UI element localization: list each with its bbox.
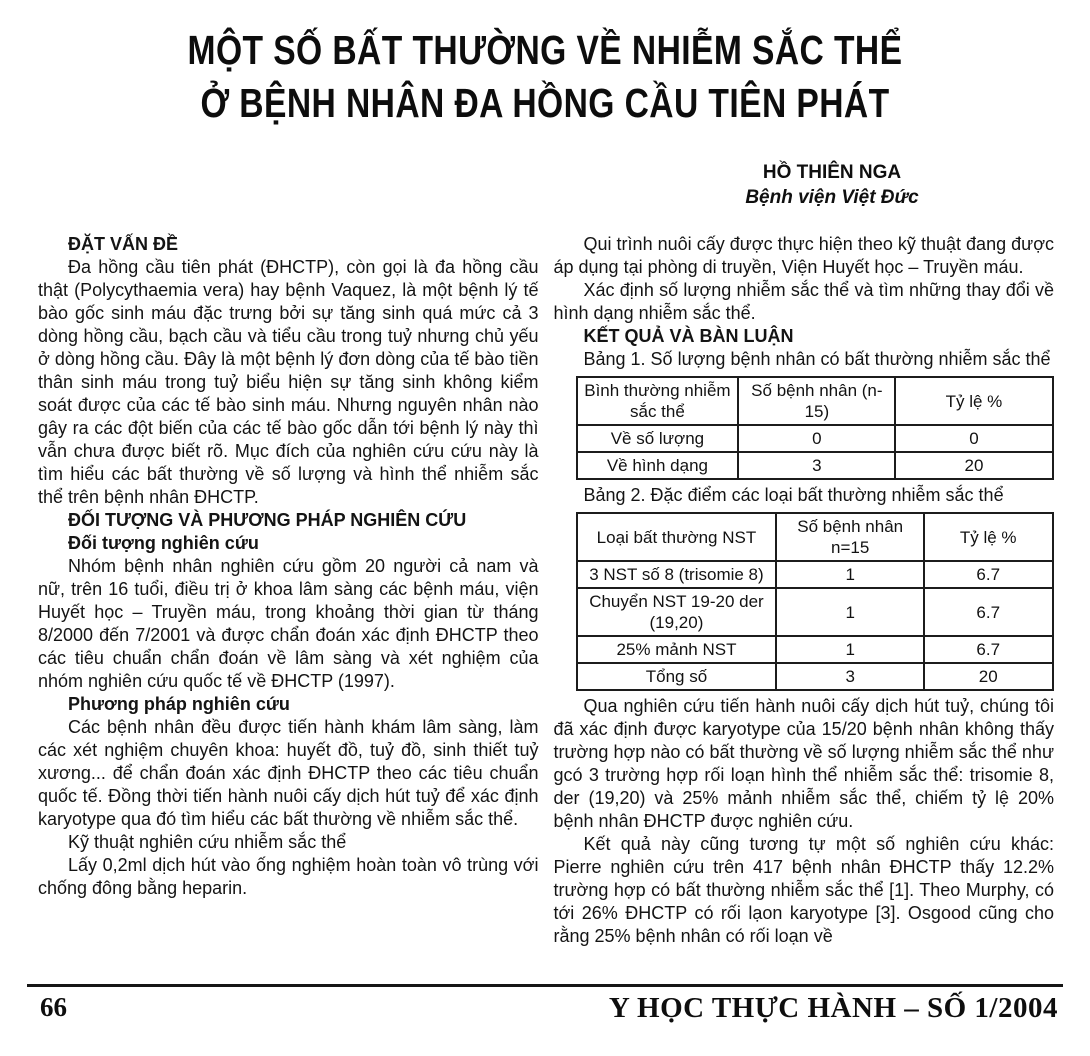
table-2 [576,512,1054,691]
table1-header-cell: Tỷ lệ % [895,377,1052,425]
paragraph-intro: Đa hồng cầu tiên phát (ĐHCTP), còn gọi là đa hồng cầu thật (Polycythaemia vera) hay bệnh Vaquez, là một bệnh lý tế bào gốc sinh máu đặc trưng bởi sự tăng sinh quá mức cả 3 dòng hồng cầu, bạch cầu và tiểu cầu trong tuỷ nhưng chủ yếu ở dòng hồng cầu. Đây là một bệnh lý đơn dòng của tế bào tiền thân sinh máu trong tuỷ biểu hiện sự tăng sinh không kiểm soát được của các tế bào sinh máu. Nhưng nguyên nhân nào gây ra các đột biến của các tế bào gốc dẫn tới bệnh lý này thì vẫn chưa được biết rõ. Mục đích của nghiên cứu cứu này là tìm hiểu các bất thường về số lượng và hình thể nhiễm sắc thể trên bệnh nhân ĐHCTP. [38,257,539,507]
table2-row [577,588,1053,636]
paragraph-subjects: Nhóm bệnh nhân nghiên cứu gồm 20 người cả nam và nữ, trên 16 tuổi, điều trị ở khoa lâm sàng các bệnh máu, viện Huyết học – Truyền máu, trong khoảng thời gian từ tháng 8/2000 đến 7/2001 và được chẩn đoán xác định ĐHCTP theo các tiêu chuẩn chẩn đoán về lâm sàng và xét nghiệm của nhóm nghiên cứu quốc tế về ĐHCTP (1997). [38,556,539,691]
paragraph-determination: Xác định số lượng nhiễm sắc thể và tìm những thay đổi về hình dạng nhiễm sắc thể. [553,280,1054,323]
table1-cell: 3 [738,452,895,479]
table1-cell: Về số lượng [577,425,739,452]
table2-cell: Chuyển NST 19-20 der (19,20) [577,588,777,636]
table1-row [577,452,1053,479]
table2-cell: 20 [924,663,1053,690]
table1-row [577,425,1053,452]
left-column [38,233,539,948]
table2-header-cell: Số bệnh nhân n=15 [776,513,924,561]
table2-cell: 3 NST số 8 (trisomie 8) [577,561,777,588]
table2-cell: 6.7 [924,636,1053,663]
table1-cell: 0 [738,425,895,452]
table2-cell: 1 [776,561,924,588]
author-name: HỒ THIÊN NGA [762,162,902,183]
right-column [554,233,1055,948]
subheading-subjects: Đối tượng nghiên cứu [68,533,259,553]
table1-caption: Bảng 1. Số lượng bệnh nhân có bất thường nhiễm sắc thể [583,349,1051,369]
subheading-method: Phương pháp nghiên cứu [68,694,290,714]
table1-header-cell: Bình thường nhiễm sắc thể [577,377,739,425]
table2-cell: 3 [776,663,924,690]
table2-row [577,561,1053,588]
table2-header-row [577,513,1053,561]
table1-cell: 20 [895,452,1052,479]
article-title [0,0,1090,130]
table2-cell: 25% mảnh NST [577,636,777,663]
table2-row [577,636,1053,663]
footer-rule [27,984,1063,987]
table2-caption: Bảng 2. Đặc điểm các loại bất thường nhiễm sắc thể [583,485,1004,505]
paragraph-results-discussion: Qua nghiên cứu tiến hành nuôi cấy dịch hút tuỷ, chúng tôi đã xác định được karyotype của 15/20 bệnh nhân không thấy trường hợp nào có bất thường về số lượng nhiễm sắc thể như gcó 3 trường hợp rối loạn hình thể nhiễm sắc thể: trisomie 8, der (19,20) và 25% mảnh nhiễm sắc thể, chiếm tỷ lệ 20% bệnh nhân ĐHCTP được nghiên cứu. [553,696,1054,831]
paragraph-technique: Lấy 0,2ml dịch hút vào ống nghiệm hoàn toàn vô trùng với chống đông bằng heparin. [38,855,539,898]
page-footer [40,992,1058,1024]
table-1 [576,376,1054,480]
journal-title: Y HỌC THỰC HÀNH – SỐ 1/2004 [608,992,1058,1024]
table2-cell: 6.7 [924,561,1053,588]
table2-cell: 1 [776,588,924,636]
section-heading-methods: ĐỐI TƯỢNG VÀ PHƯƠNG PHÁP NGHIÊN CỨU [68,510,467,530]
table2-cell: 1 [776,636,924,663]
table2-cell: 6.7 [924,588,1053,636]
section-heading-problem: ĐẶT VẤN ĐỀ [68,234,179,254]
paragraph-comparison: Kết quả này cũng tương tự một số nghiên cứu khác: Pierre nghiên cứu trên 417 bệnh nhân ĐHCTP thấy 12.2% trường hợp có bất thường nhiễm sắc thể [1]. Theo Murphy, có tới 26% ĐHCTP có rối lạon karyotype [3]. Osgood cũng cho rằng 25% bệnh nhân có rối loạn về [553,834,1054,946]
article-title-line2: Ở BỆNH NHÂN ĐA HỒNG CẦU TIÊN PHÁT [200,80,890,126]
table1-header-cell: Số bệnh nhân (n-15) [738,377,895,425]
article-title-line1: MỘT SỐ BẤT THƯỜNG VỀ NHIỄM SẮC THỂ [187,27,903,73]
paragraph-culture-process: Qui trình nuôi cấy được thực hiện theo kỹ thuật đang được áp dụng tại phòng di truyền, Viện Huyết học – Truyền máu. [553,234,1054,277]
table1-header-row [577,377,1053,425]
table2-row [577,663,1053,690]
page-number: 66 [40,992,67,1022]
paragraph-technique-title: Kỹ thuật nghiên cứu nhiễm sắc thể [68,832,347,852]
author-block [692,160,972,210]
table1-cell: Về hình dạng [577,452,739,479]
author-affiliation: Bệnh viện Việt Đức [745,187,919,208]
two-column-body [0,233,1090,948]
table1-cell: 0 [895,425,1052,452]
table2-cell: Tổng số [577,663,777,690]
paragraph-method: Các bệnh nhân đều được tiến hành khám lâm sàng, làm các xét nghiệm chuyên khoa: huyết đồ, tuỷ đồ, sinh thiết tuỷ xương... để chẩn đoán xác định ĐHCTP theo các tiêu chuẩn quốc tế. Đồng thời tiến hành nuôi cấy dịch hút tuỷ để xác định karyotype qua đó tìm hiểu các bất thường về nhiễm sắc thể. [38,717,539,829]
section-heading-results: KẾT QUẢ VÀ BÀN LUẬN [583,326,794,346]
table2-header-cell: Tỷ lệ % [924,513,1053,561]
table2-header-cell: Loại bất thường NST [577,513,777,561]
